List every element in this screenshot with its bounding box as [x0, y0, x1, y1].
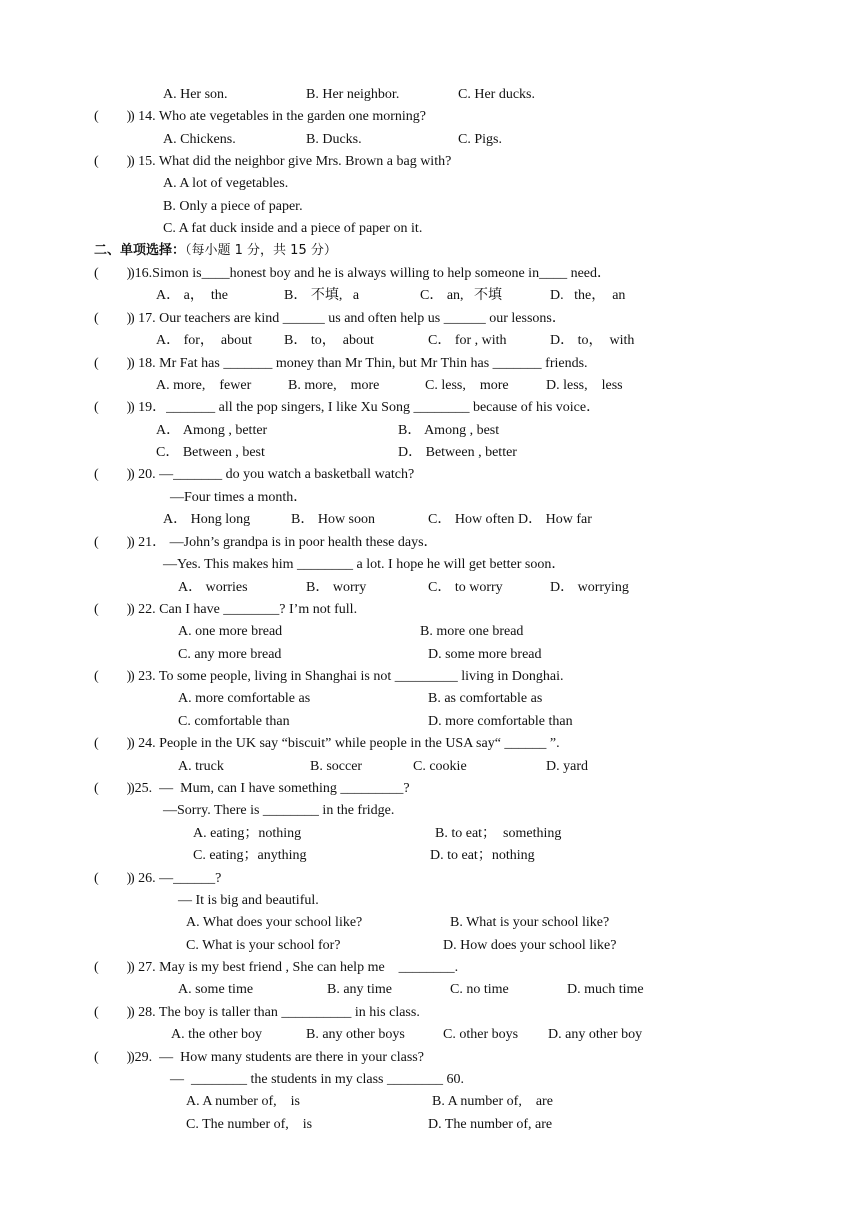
q17-option-d: D． to， with — [550, 333, 635, 348]
q28-option-b: B. any other boys — [306, 1027, 405, 1042]
q20-option-c: C． How often — [428, 512, 515, 527]
q26-option-d: D. How does your school like? — [443, 938, 617, 953]
q16-answer-blank: ( ) — [94, 266, 132, 281]
q27-option-d: D. much time — [567, 982, 644, 997]
q15-stem: ) 15. What did the neighbor give Mrs. Brown a bag with? — [130, 154, 452, 169]
q18-stem: ) 18. Mr Fat has _______ money than Mr Thin, but Mr Thin has _______ friends. — [130, 356, 588, 371]
q20-option-b: B． How soon — [291, 512, 376, 527]
q18-option-c: C. less, more — [425, 378, 509, 393]
q28-option-c: C. other boys — [443, 1027, 519, 1042]
q29-option-c: C. The number of, is — [186, 1117, 313, 1132]
q17-option-b: B． to， about — [284, 333, 374, 348]
q21-answer-blank: ( ) — [94, 535, 132, 550]
q14-answer-blank: ( ) — [94, 109, 132, 124]
q18-option-a: A. more, fewer — [156, 378, 252, 393]
q19-option-a: A． Among , better — [156, 423, 268, 438]
q21-response: —Yes. This makes him ________ a lot. I hope he will get better soon． — [163, 557, 566, 572]
q18-option-d: D. less, less — [546, 378, 623, 393]
q27-option-b: B. any time — [327, 982, 392, 997]
q26-option-b: B. What is your school like? — [450, 915, 610, 930]
q29-response: — ________ the students in my class ________ 60. — [170, 1072, 464, 1087]
q22-option-a: A. one more bread — [178, 624, 283, 639]
q20-option-a: A． Hong long — [163, 512, 251, 527]
q18-answer-blank: ( ) — [94, 356, 132, 371]
q22-option-c: C. any more bread — [178, 647, 282, 662]
q23-option-a: A. more comfortable as — [178, 691, 311, 706]
q24-option-b: B. soccer — [310, 759, 363, 774]
section-scoring-note: （每小题 1 分，共 15 分） — [185, 243, 337, 258]
q15-option-b: B. Only a piece of paper. — [163, 199, 303, 214]
q20-option-d: D． How far — [518, 512, 592, 527]
q15-answer-blank: ( ) — [94, 154, 132, 169]
q26-response: — It is big and beautiful. — [178, 893, 319, 908]
q14-option-a: A. Chickens. — [163, 132, 236, 147]
q15-option-c: C. A fat duck inside and a piece of paper on it. — [163, 221, 423, 236]
q13-option-a: A. Her son. — [163, 87, 228, 102]
q28-stem: ) 28. The boy is taller than __________ in his class. — [130, 1005, 420, 1020]
q25-option-a: A. eating；nothing — [193, 826, 302, 841]
q20-response: —Four times a month． — [170, 490, 308, 505]
q19-option-d: D． Between , better — [398, 445, 517, 460]
q20-answer-blank: ( ) — [94, 467, 132, 482]
q21-option-d: D． worrying — [550, 580, 629, 595]
q13-option-b: B. Her neighbor. — [306, 87, 400, 102]
q23-stem: ) 23. To some people, living in Shanghai is not _________ living in Donghai. — [130, 669, 564, 684]
q29-option-d: D. The number of, are — [428, 1117, 553, 1132]
q14-option-b: B. Ducks. — [306, 132, 362, 147]
q29-option-b: B. A number of, are — [432, 1094, 553, 1109]
q27-option-a: A. some time — [178, 982, 254, 997]
q28-option-d: D. any other boy — [548, 1027, 643, 1042]
q19-option-c: C． Between , best — [156, 445, 265, 460]
q25-option-b: B. to eat； something — [435, 826, 562, 841]
q23-option-d: D. more comfortable than — [428, 714, 573, 729]
q22-stem: ) 22. Can I have ________? I’m not full. — [130, 602, 358, 617]
q24-option-a: A. truck — [178, 759, 224, 774]
q25-stem: )25. — Mum, can I have something _________? — [130, 781, 410, 796]
q27-answer-blank: ( ) — [94, 960, 132, 975]
q28-option-a: A. the other boy — [171, 1027, 262, 1042]
q19-option-b: B． Among , best — [398, 423, 500, 438]
q27-option-c: C. no time — [450, 982, 509, 997]
q17-option-c: C． for , with — [428, 333, 507, 348]
q22-option-d: D. some more bread — [428, 647, 542, 662]
q16-option-d: D. the， an — [550, 288, 626, 303]
q14-option-c: C. Pigs. — [458, 132, 502, 147]
q16-stem: )16.Simon is____honest boy and he is always willing to help someone in____ need． — [130, 266, 612, 281]
q21-option-b: B． worry — [306, 580, 367, 595]
q29-stem: )29. — How many students are there in your class? — [130, 1050, 424, 1065]
q13-option-c: C. Her ducks. — [458, 87, 535, 102]
q20-stem: ) 20. —_______ do you watch a basketball watch? — [130, 467, 415, 482]
q18-option-b: B. more, more — [288, 378, 380, 393]
q14-stem: ) 14. Who ate vegetables in the garden one morning? — [130, 109, 426, 124]
q15-option-a: A. A lot of vegetables. — [163, 176, 289, 191]
q16-option-c: C． an, 不填 — [420, 288, 503, 303]
q23-option-c: C. comfortable than — [178, 714, 290, 729]
q25-answer-blank: ( ) — [94, 781, 132, 796]
q24-option-c: C. cookie — [413, 759, 467, 774]
q17-answer-blank: ( ) — [94, 311, 132, 326]
q24-answer-blank: ( ) — [94, 736, 132, 751]
q26-answer-blank: ( ) — [94, 871, 132, 886]
q26-stem: ) 26. —______? — [130, 871, 222, 886]
q23-answer-blank: ( ) — [94, 669, 132, 684]
q28-answer-blank: ( ) — [94, 1005, 132, 1020]
q26-option-a: A. What does your school like? — [186, 915, 363, 930]
section-heading: 二、单项选择：（每小题 1 分，共 15 分） — [94, 243, 337, 258]
q19-answer-blank: ( ) — [94, 400, 132, 415]
q17-option-a: A． for， about — [156, 333, 253, 348]
q21-option-a: A． worries — [178, 580, 248, 595]
q17-stem: ) 17. Our teachers are kind ______ us and often help us ______ our lessons． — [130, 311, 566, 326]
q24-option-d: D. yard — [546, 759, 588, 774]
q16-option-a: A． a， the — [156, 288, 228, 303]
q23-option-b: B. as comfortable as — [428, 691, 543, 706]
q22-option-b: B. more one bread — [420, 624, 524, 639]
q24-stem: ) 24. People in the UK say “biscuit” while people in the USA say“ ______ ”. — [130, 736, 560, 751]
q27-stem: ) 27. May is my best friend , She can help me ________. — [130, 960, 459, 975]
q25-option-c: C. eating；anything — [193, 848, 307, 863]
q16-option-b: B． 不填, a — [284, 288, 360, 303]
q26-option-c: C. What is your school for? — [186, 938, 341, 953]
q25-option-d: D. to eat；nothing — [430, 848, 535, 863]
q25-response: —Sorry. There is ________ in the fridge. — [163, 803, 395, 818]
q21-stem: ) 21． —John’s grandpa is in poor health these days． — [130, 535, 438, 550]
q29-option-a: A. A number of, is — [186, 1094, 300, 1109]
q21-option-c: C． to worry — [428, 580, 503, 595]
q29-answer-blank: ( ) — [94, 1050, 132, 1065]
q19-stem: ) 19．_______ all the pop singers, I like Xu Song ________ because of his voice． — [130, 400, 601, 415]
q22-answer-blank: ( ) — [94, 602, 132, 617]
